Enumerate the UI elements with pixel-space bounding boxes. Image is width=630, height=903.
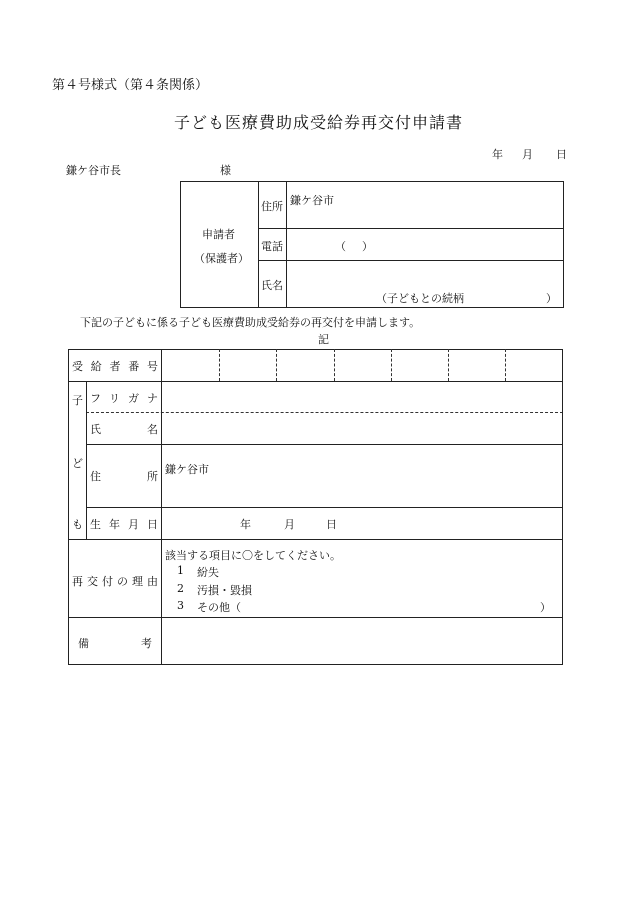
child-char-mo: も	[72, 518, 83, 531]
addressee-name: 鎌ケ谷市長	[66, 164, 121, 177]
reason-2-text[interactable]: 汚損・毀損	[197, 584, 252, 597]
child-char-do: ど	[72, 457, 83, 470]
recipient-number-label: 受 給 者 番 号	[72, 360, 158, 373]
reason-1-number: 1	[177, 564, 184, 577]
phone-paren-close: ）	[362, 240, 373, 253]
birth-month: 月	[284, 518, 295, 531]
date-month: 月	[522, 148, 533, 161]
applicant-address-value[interactable]: 鎌ケ谷市	[290, 194, 334, 207]
child-address-value[interactable]: 鎌ケ谷市	[165, 463, 209, 476]
request-text: 下記の子どもに係る子ども医療費助成受給券の再交付を申請します。	[80, 316, 421, 329]
reason-3-text[interactable]: その他（	[197, 601, 241, 614]
applicant-phone-label: 電話	[261, 240, 283, 253]
reason-instruction: 該当する項目に〇をしてください。	[165, 549, 341, 562]
date-year: 年	[492, 148, 503, 161]
form-number: 第４号様式（第４条関係）	[52, 78, 209, 93]
phone-paren-open: （	[335, 240, 346, 253]
reason-3-number: 3	[177, 599, 184, 612]
remarks-label: 備 考	[78, 637, 152, 650]
date-day: 日	[556, 148, 567, 161]
birth-day: 日	[326, 518, 337, 531]
reason-label: 再 交 付 の 理 由	[72, 575, 158, 588]
relation-close: ）	[546, 292, 557, 305]
reason-1-text[interactable]: 紛失	[197, 566, 219, 579]
ki-label: 記	[318, 333, 329, 346]
child-char-ko: 子	[72, 394, 83, 407]
addressee-honorific: 様	[220, 164, 231, 177]
applicant-label: 申請者	[202, 228, 235, 241]
applicant-label-guardian: （保護者）	[194, 252, 249, 265]
birth-date-label: 生 年 月 日	[90, 518, 158, 531]
applicant-name-label: 氏名	[261, 279, 283, 292]
reason-3-close: ）	[540, 601, 551, 614]
relation-text: （子どもとの続柄	[376, 292, 464, 305]
child-address-label: 住 所	[90, 470, 158, 483]
child-name-label: 氏 名	[90, 423, 158, 436]
furigana-label: フ リ ガ ナ	[90, 392, 158, 405]
reason-2-number: 2	[177, 582, 184, 595]
applicant-address-label: 住所	[261, 200, 283, 213]
page-title: 子ども医療費助成受給券再交付申請書	[174, 113, 464, 132]
birth-year: 年	[240, 518, 251, 531]
